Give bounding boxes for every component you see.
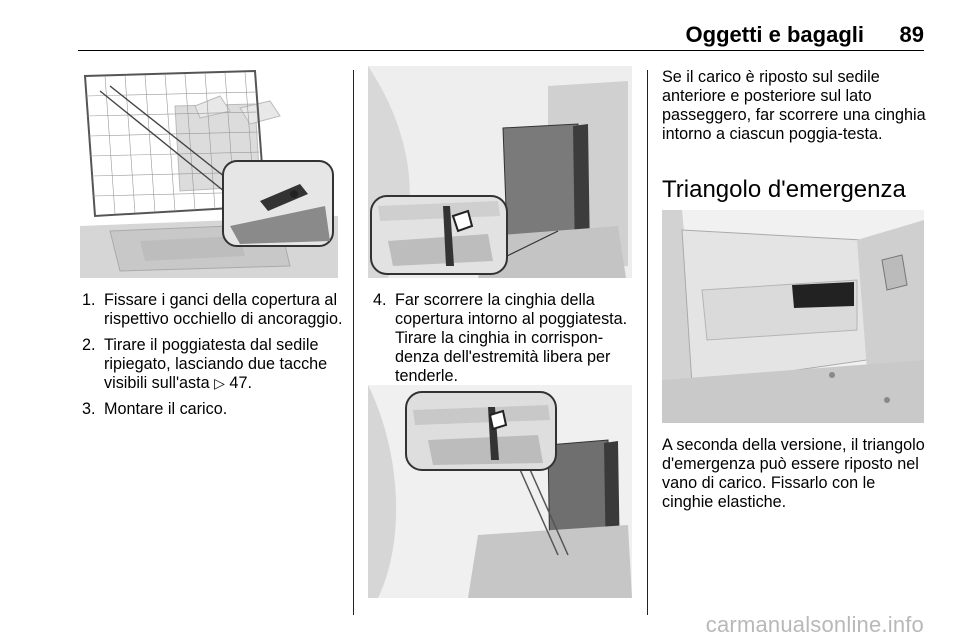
page-number: 89 xyxy=(899,22,924,47)
step-4 xyxy=(373,291,635,386)
step-number: 3. xyxy=(82,400,96,418)
body-paragraph: A seconda della versione, il triangolo d'emergenza può essere riposto nel vano di carico. Fissarlo con le cinghie elastiche. xyxy=(662,436,925,511)
step-text: Tirare il poggiatesta dal sedile ripiegato, lasciando due tacche visibili sull'asta xyxy=(104,336,328,392)
step-number: 1. xyxy=(82,291,96,309)
intro-paragraph: Se il carico è riposto sul sedile anteriore e posteriore sul lato passeggero, far scorrere una cinghia intorno a ciascun poggia-testa. xyxy=(662,68,926,143)
section-heading: Triangolo d'emergenza xyxy=(662,176,906,203)
column3-body xyxy=(662,436,930,512)
column2-steps xyxy=(373,291,635,393)
step-number: 2. xyxy=(82,336,96,354)
page-reference-icon: ▷ xyxy=(214,375,225,391)
section-title: Oggetti e bagagli xyxy=(685,22,864,47)
step-text: Montare il carico. xyxy=(104,400,228,418)
watermark: carmanualsonline.info xyxy=(705,612,924,637)
step-text: Far scorrere la cinghia della copertura intorno al poggiatesta. Tirare la cinghia in corrispon-denza dell'estremità libera per tenderle. xyxy=(395,291,628,385)
column1-steps xyxy=(82,291,344,426)
page-reference: 47. xyxy=(224,374,252,392)
figure-warning-triangle xyxy=(662,210,924,423)
header-rule xyxy=(78,50,924,51)
figure-cargo-straps xyxy=(368,385,632,598)
figure-cargo-net-hooks xyxy=(80,66,338,278)
step-3 xyxy=(82,400,344,419)
step-number: 4. xyxy=(373,291,387,309)
figure-strap-headrest xyxy=(368,66,632,278)
step-text: Fissare i ganci della copertura al rispettivo occhiello di ancoraggio. xyxy=(104,291,343,328)
step-1 xyxy=(82,291,344,329)
column-divider-2 xyxy=(647,70,648,615)
column-divider-1 xyxy=(353,70,354,615)
step-2 xyxy=(82,336,344,393)
column3-intro xyxy=(662,68,930,144)
